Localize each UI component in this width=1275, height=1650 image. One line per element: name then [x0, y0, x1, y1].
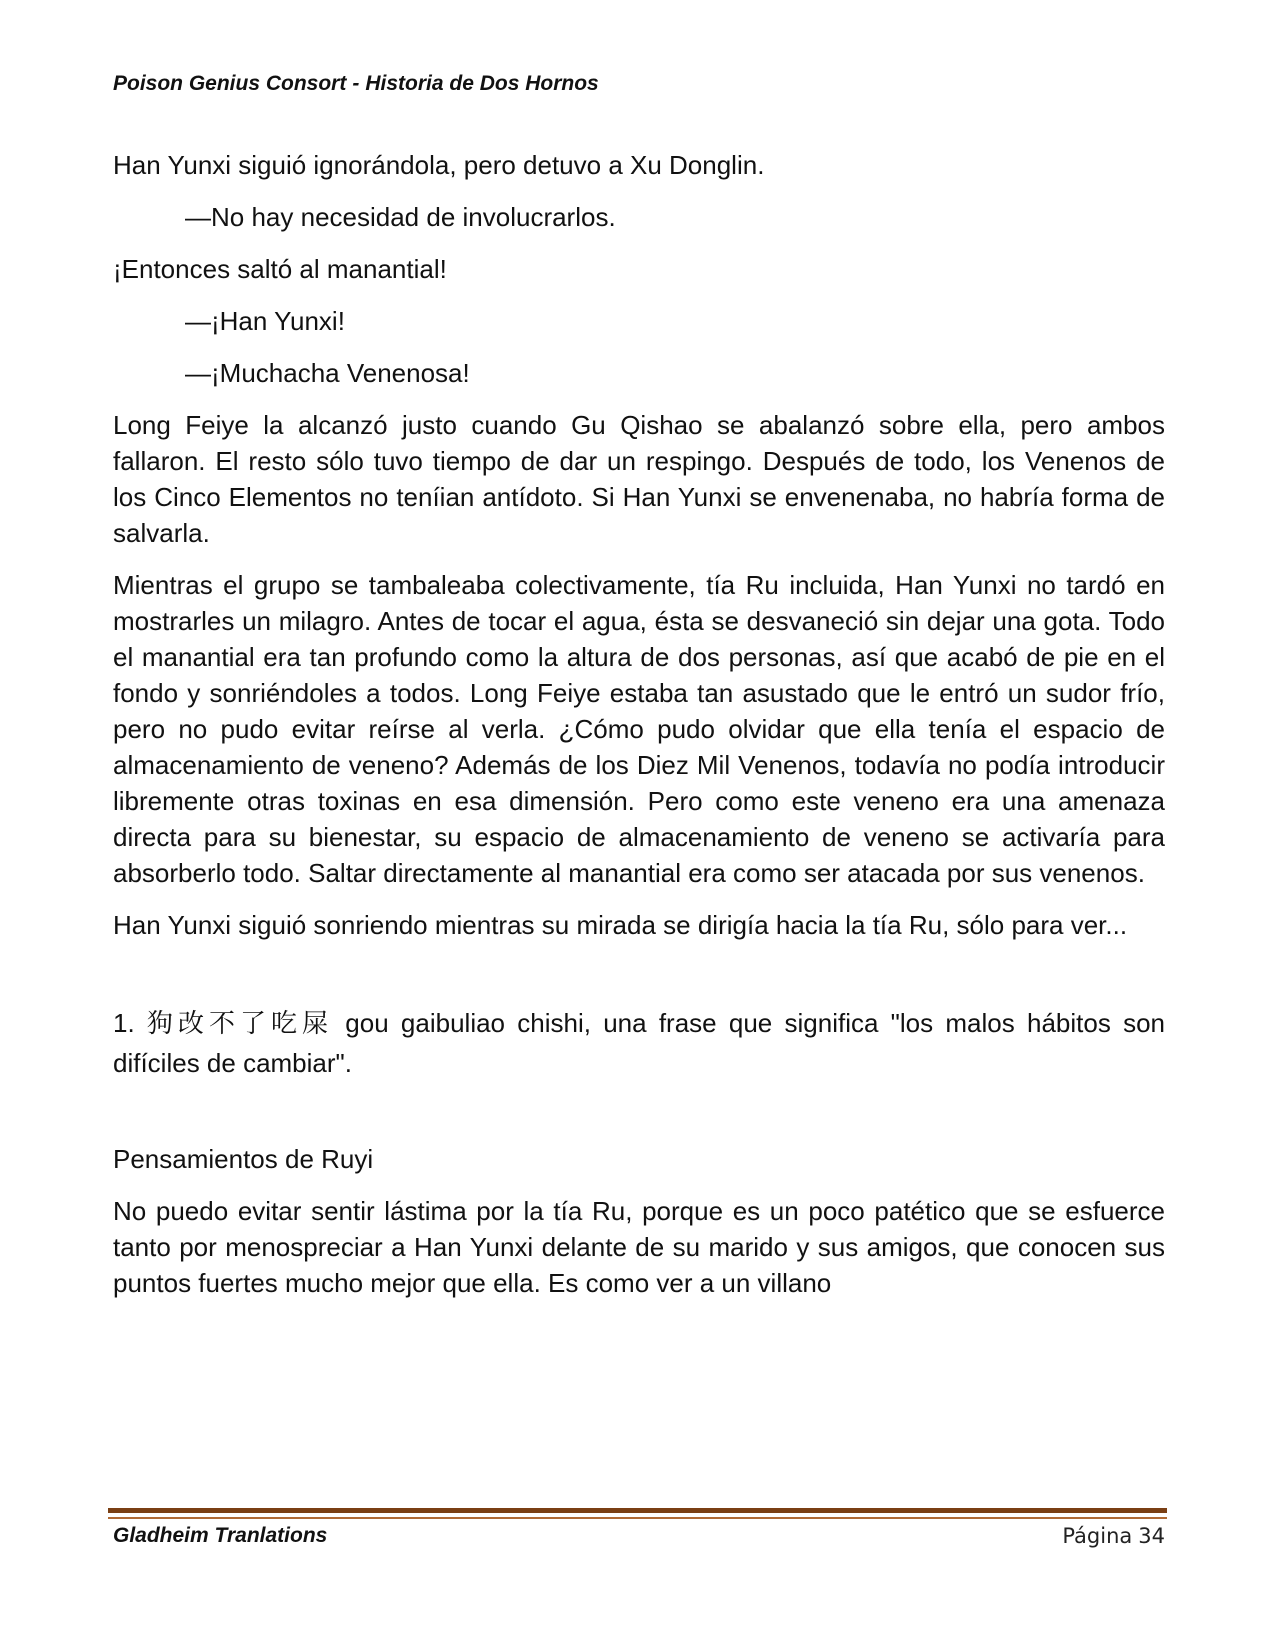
header-chapter-title: Historia de Dos Hornos — [365, 72, 599, 95]
running-header — [113, 72, 599, 96]
paragraph: No puedo evitar sentir lástima por la tía Ru, porque es un poco patético que se esfuerce tanto por menospreciar a Han Yunxi delante de su marido y sus amigos, que conocen sus puntos fuertes mucho mejor que ella. Es como ver a un villano — [113, 1196, 1165, 1298]
page-body — [113, 147, 1165, 1317]
dialogue-line: —¡Han Yunxi! — [185, 306, 345, 336]
paragraph: Han Yunxi siguió ignorándola, pero detuvo a Xu Donglin. — [113, 150, 765, 180]
paragraph: Long Feiye la alcanzó justo cuando Gu Qishao se abalanzó sobre ella, pero ambos fallaron. El resto sólo tuvo tiempo de dar un respingo. Después de todo, los Venenos de los Cinco Elementos no teníian antídoto. Si Han Yunxi se envenenaba, no habría forma de salvarla. — [113, 410, 1165, 548]
header-separator: - — [352, 72, 360, 95]
header-book-title: Poison Genius Consort — [113, 72, 347, 95]
dialogue-line: —No hay necesidad de involucrarlos. — [185, 202, 616, 232]
page-number: 34 — [1138, 1524, 1165, 1548]
footnote: 1. 狗改不了吃屎 gou gaibuliao chishi, una frase que significa "los malos hábitos son difíciles de cambiar". — [113, 1008, 1165, 1078]
page-label: Página — [1062, 1524, 1133, 1548]
paragraph: Mientras el grupo se tambaleaba colectivamente, tía Ru incluida, Han Yunxi no tardó en mostrarles un milagro. Antes de tocar el agua, ésta se desvaneció sin dejar una gota. Todo el manantial era tan profundo como la altura de dos personas, así que acabó de pie en el fondo y sonriéndoles a todos. Long Feiye estaba tan asustado que le entró un sudor frío, pero no pudo evitar reírse al verla. ¿Cómo pudo olvidar que ella tenía el espacio de almacenamiento de veneno? Además de los Diez Mil Venenos, todavía no podía introducir libremente otras toxinas en esa dimensión. Pero como este veneno era una amenaza directa para su bienestar, su espacio de almacenamiento de veneno se activaría para absorberlo todo. Saltar directamente al manantial era como ser atacada por sus venenos. — [113, 570, 1165, 888]
footer-rule-thin — [108, 1517, 1167, 1519]
paragraph: ¡Entonces saltó al manantial! — [113, 254, 447, 284]
section-heading: Pensamientos de Ruyi — [113, 1144, 374, 1174]
footer-rule-thick — [108, 1508, 1167, 1513]
footer-publisher: Gladheim Tranlations — [113, 1524, 328, 1547]
paragraph: Han Yunxi siguió sonriendo mientras su mirada se dirigía hacia la tía Ru, sólo para ver... — [113, 910, 1128, 940]
footer-page-indicator — [1062, 1524, 1165, 1548]
dialogue-line: —¡Muchacha Venenosa! — [185, 358, 470, 388]
